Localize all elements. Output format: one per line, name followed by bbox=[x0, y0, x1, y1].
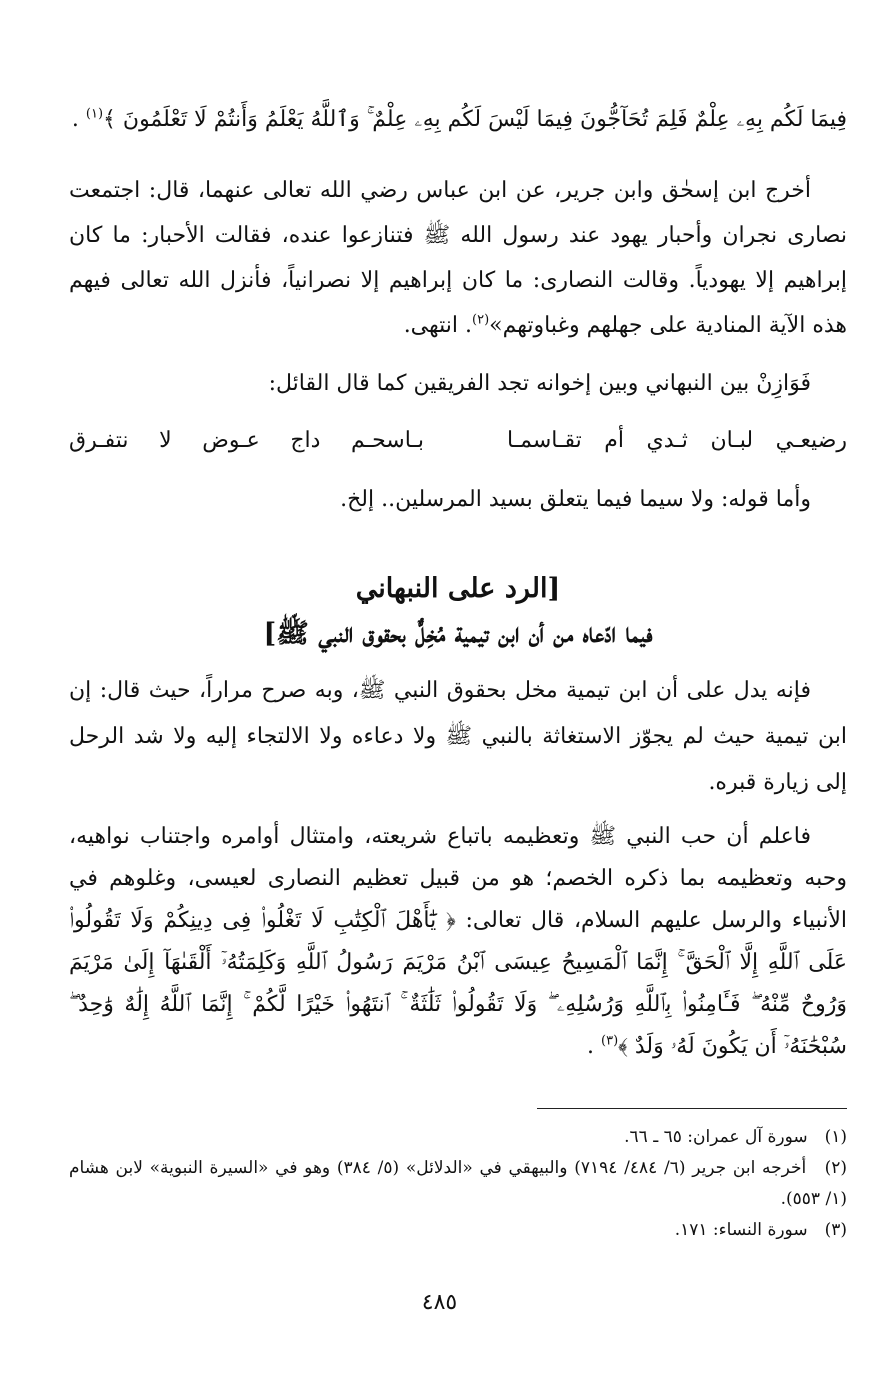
paragraph-narration bbox=[69, 168, 847, 348]
footnote-1 bbox=[69, 1122, 847, 1153]
paragraph-response bbox=[69, 816, 847, 1068]
paragraph-quote: وأما قوله: ولا سيما فيما يتعلق بسيد المرسلين.. إلخ. bbox=[340, 487, 811, 512]
paragraph-text: فاعلم أن حب النبي ﷺ وتعظيمه باتباع شريعته، وامتثال أوامره واجتناب نواهيه، وحبه وتعظيمه بما ذكره الخصم؛ هو من قبيل تعظيم النصارى لعيسى، وغلوهم في الأنبياء والرسل عليهم السلام، قال تعالى: bbox=[69, 824, 847, 933]
page-number: ٤٨٥ bbox=[421, 1290, 458, 1315]
footnote-separator bbox=[537, 1108, 847, 1109]
footnote-ref-2: (٢) bbox=[472, 312, 490, 328]
paragraph-compare: فَوَازِنْ بين النبهاني وبين إخوانه تجد الفريقين كما قال القائل: bbox=[268, 371, 811, 396]
footnote-ref-3: (٣) bbox=[601, 1033, 619, 1049]
footnote-ref-1: (١) bbox=[85, 106, 104, 122]
quran-verse-continuation bbox=[69, 98, 847, 142]
paragraph-end: . انتهى. bbox=[403, 313, 473, 338]
verse-end: . bbox=[71, 107, 86, 132]
footnote-text: سورة آل عمران: ٦٥ ـ ٦٦. bbox=[624, 1127, 808, 1147]
footnote-number: (١) bbox=[824, 1127, 847, 1147]
paragraph-claim: فإنه يدل على أن ابن تيمية مخل بحقوق النبي ﷺ، وبه صرح مراراً، حيث قال: إن ابن تيمية حيث لم يجوّز الاستغاثة بالنبي ﷺ ولا دعاءه ولا الالتجاء إليه ولا شد الرحل إلى زيارة قبره. bbox=[69, 678, 847, 795]
footnote-text: سورة النساء: ١٧١. bbox=[674, 1220, 808, 1240]
verse-hemistich-1: رضيعـي لبـان ثـدي أم تقـاسمـا bbox=[507, 428, 847, 453]
verse-hemistich-2: بـاسحـم داج عـوض لا نتفـرق bbox=[69, 428, 424, 453]
footnote-text: أخرجه ابن جرير (٦/ ٤٨٤/ ٧١٩٤) والبيهقي في «الدلائل» (٥/ ٣٨٤) وهو في «السيرة النبوية» لابن هشام (١/ ٥٥٣). bbox=[69, 1158, 847, 1209]
footnote-2 bbox=[69, 1153, 847, 1215]
paragraph-end: . bbox=[587, 1034, 601, 1059]
footnotes bbox=[69, 1122, 847, 1246]
verse-text: فِيمَا لَكُم بِهِۦ عِلْمٌ فَلِمَ تُحَآجُّونَ فِيمَا لَيْسَ لَكُم بِهِۦ عِلْمٌ ۚ وَٱللَّهُ يَعْلَمُ وَأَنتُمْ لَا تَعْلَمُونَ ﴾ bbox=[103, 107, 847, 132]
quran-verse: ﴿ يَٰٓأَهْلَ ٱلْكِتَٰبِ لَا تَغْلُوا۟ فِى دِينِكُمْ وَلَا تَقُولُوا۟ عَلَى ٱللَّهِ إِلَّا ٱلْحَقَّ ۚ إِنَّمَا ٱلْمَسِيحُ عِيسَى ٱبْنُ مَرْيَمَ رَسُولُ ٱللَّهِ وَكَلِمَتُهُۥٓ أَلْقَىٰهَآ إِلَىٰ مَرْيَمَ وَرُوحٌ مِّنْهُ ۖ فَـَٔامِنُوا۟ بِٱللَّهِ وَرُسُلِهِۦ ۖ وَلَا تَقُولُوا۟ ثَلَٰثَةٌ ۚ ٱنتَهُوا۟ خَيْرًا لَّكُمْ ۚ إِنَّمَا ٱللَّهُ إِلَٰهٌ وَٰحِدٌ ۖ سُبْحَٰنَهُۥٓ أَن يَكُونَ لَهُۥ وَلَدٌ ﴾ bbox=[69, 908, 847, 1059]
footnote-number: (٢) bbox=[824, 1158, 848, 1178]
footnote-number: (٣) bbox=[824, 1220, 847, 1240]
poetry-verse bbox=[69, 419, 847, 463]
paragraph-text: أخرج ابن إسحٰق وابن جرير، عن ابن عباس رضي الله تعالى عنهما، قال: اجتمعت نصارى نجران وأحبار يهود عند رسول الله ﷺ فتنازعوا عنده، فقالت الأحبار: ما كان إبراهيم إلا يهودياً. وقالت النصارى: ما كان إبراهيم إلا نصرانياً، فأنزل الله تعالى فيهم هذه الآية المنادية على جهلهم وغباوتهم» bbox=[69, 178, 847, 338]
section-heading-line-2: فيما ادّعاه من أن ابن تيمية مُخِلٌّ بحقوق النبي ﷺ] bbox=[263, 618, 653, 649]
footnote-3 bbox=[69, 1215, 847, 1246]
section-heading-line-1: [الرد على النبهاني bbox=[355, 573, 561, 604]
